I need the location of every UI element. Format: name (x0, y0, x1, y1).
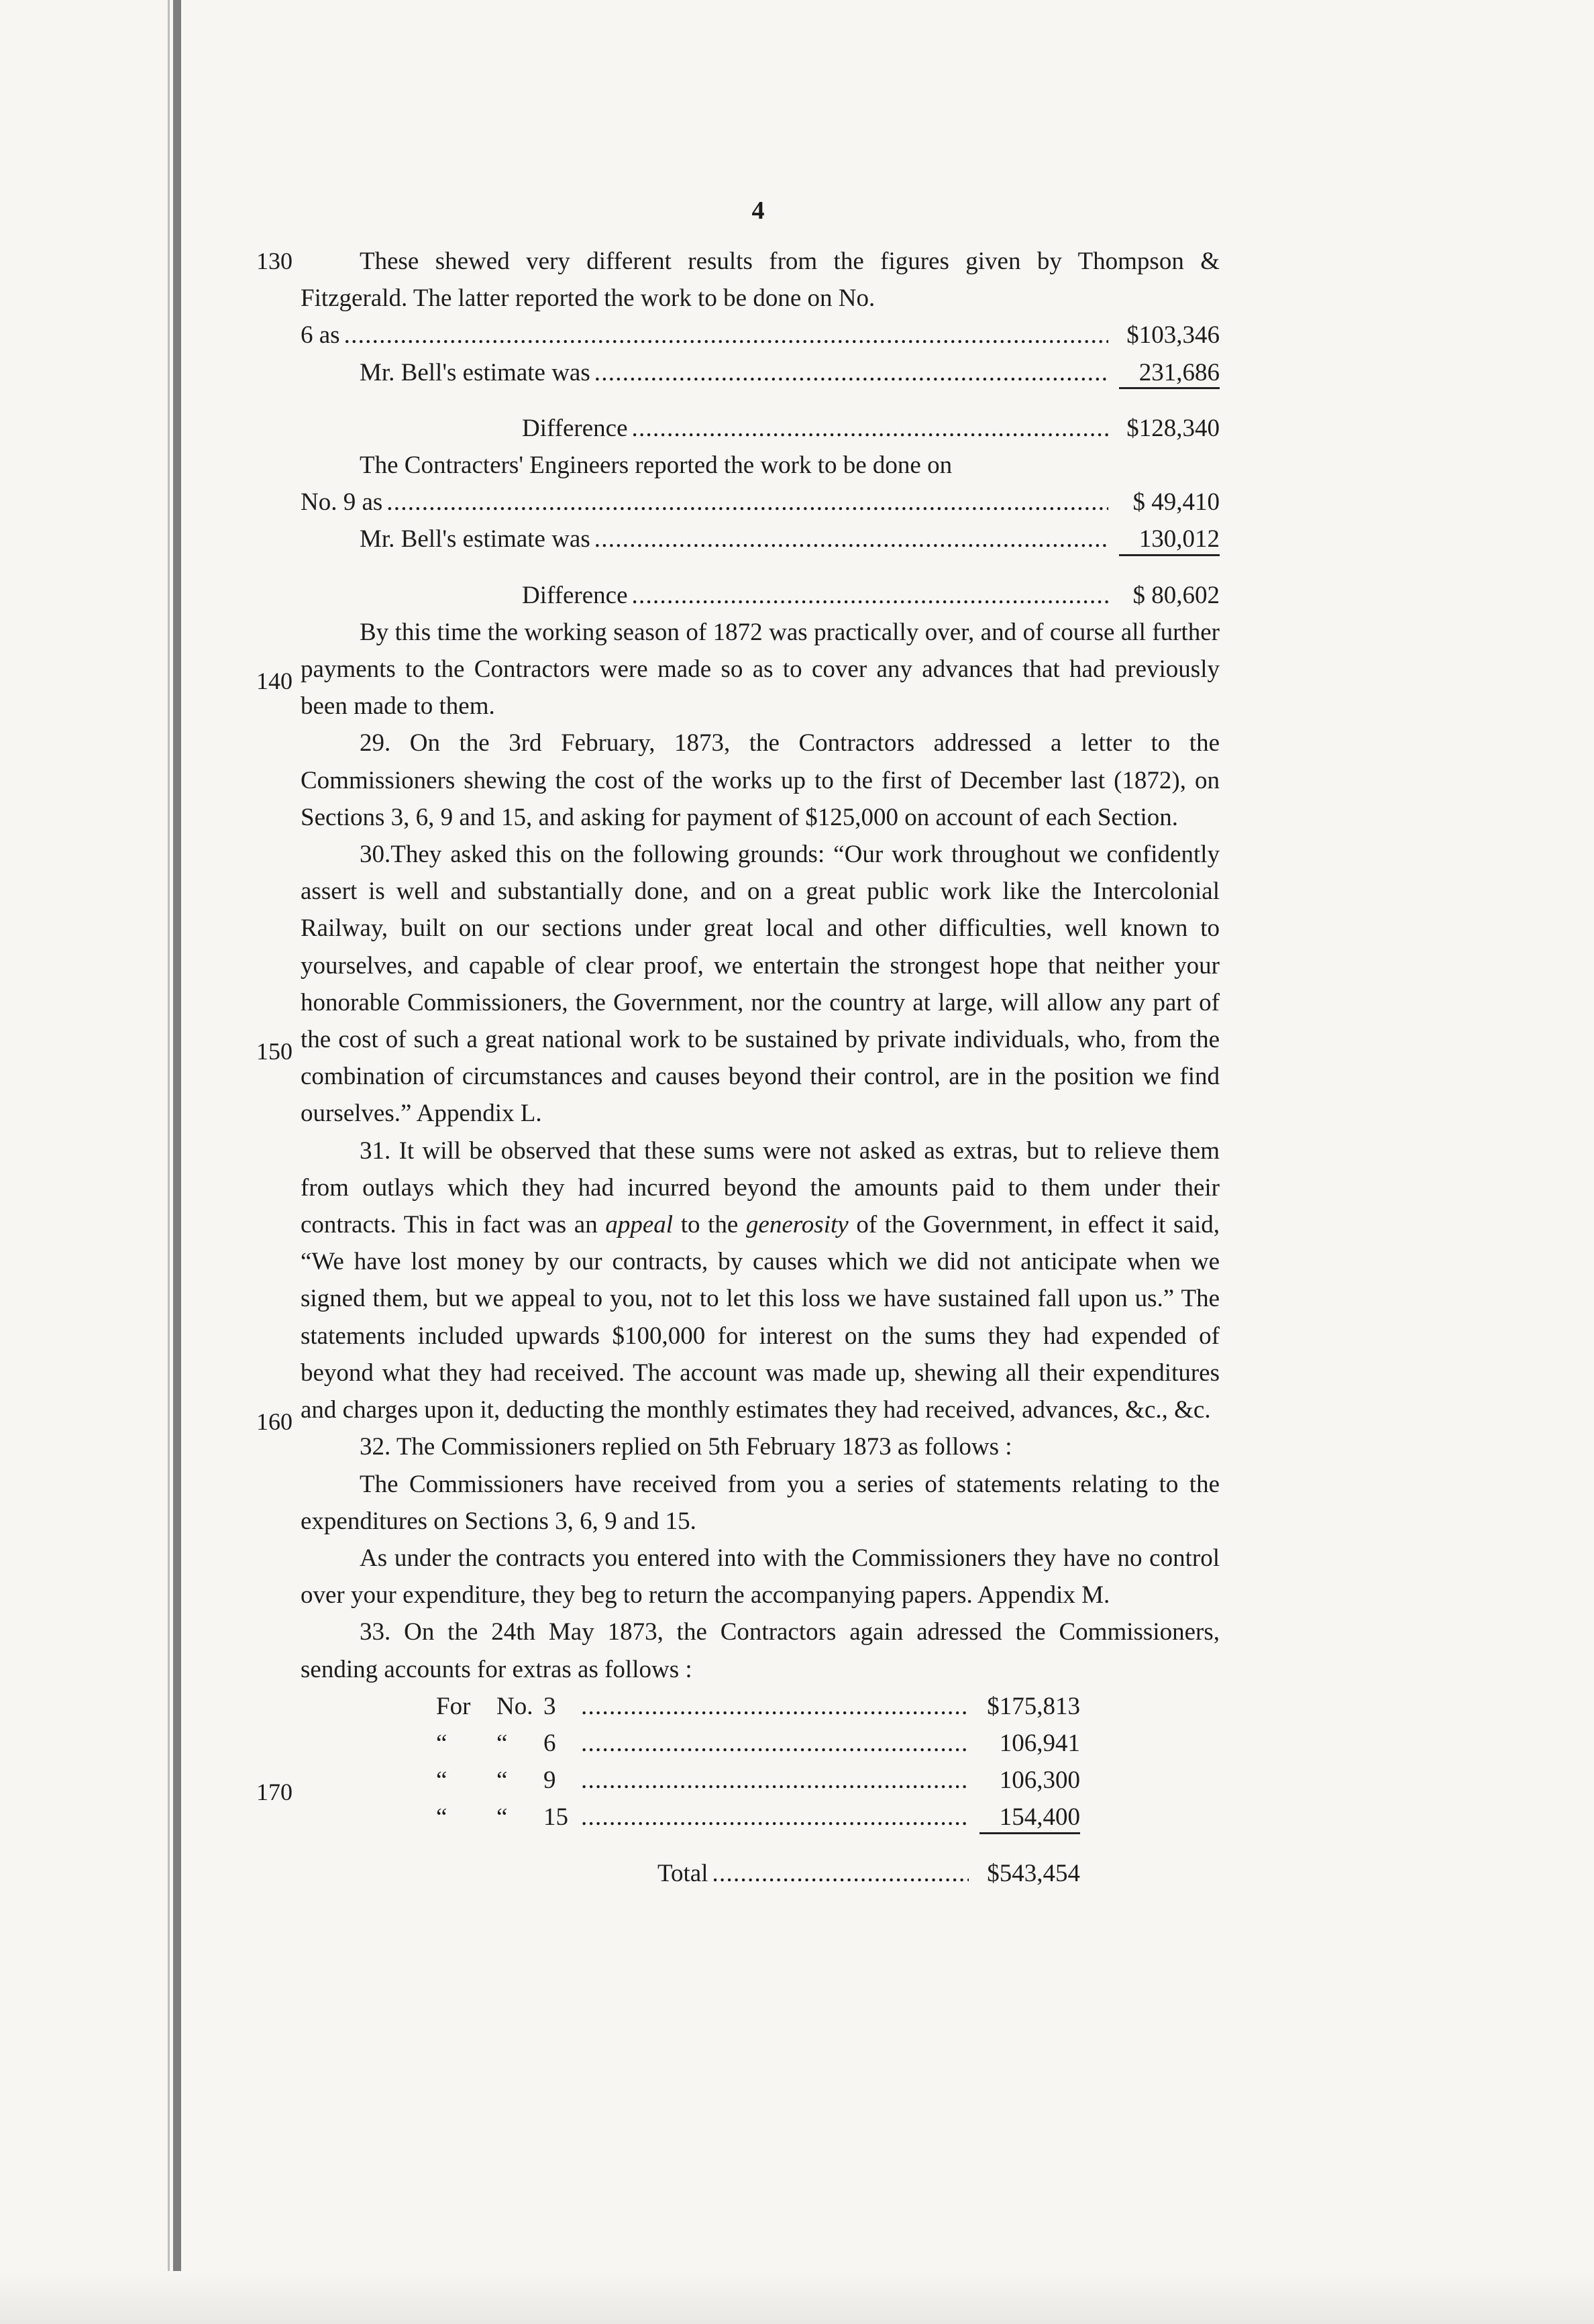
table-row (436, 1725, 1080, 1762)
leader-dots (594, 521, 1108, 558)
extras-table (436, 1688, 1080, 1892)
estimate-label-9: No. 9 as (301, 488, 383, 517)
leader-dots (632, 577, 1109, 614)
total-row (436, 1855, 1080, 1892)
extras-col-2: “ (496, 1803, 508, 1832)
extras-amount: $175,813 (987, 1692, 1080, 1720)
estimate-row-9 (301, 484, 1220, 521)
binding-edge (173, 0, 181, 2324)
leader-dots (594, 354, 1108, 391)
extras-amount: 106,300 (999, 1766, 1080, 1795)
line-number-140: 140 (256, 668, 293, 694)
estimate-amount-6: $103,346 (1126, 321, 1220, 350)
paragraph-31 (301, 1132, 1220, 1429)
leader-dots (581, 1799, 969, 1836)
extras-amount: 154,400 (999, 1803, 1080, 1832)
leader-dots (632, 410, 1109, 447)
estimate-amount-9: $ 49,410 (1132, 488, 1220, 517)
paragraph-working-season: By this time the working season of 1872 was practically over, and of course all further payments to the Contractors were made so as to cover any advances that had previously been made to them. (301, 618, 1220, 721)
paragraph-commissioners-statement: The Commissioners have received from you a series of statements relating to the expenditures on Sections 3, 6, 9 and 15. (301, 1470, 1220, 1535)
paragraph-31-part-3: of the Government, in effect it said, “We have lost money by our contracts, by causes which we did not anticipate when we signed them, but we appeal to you, not to let this loss we have sustained fall upon us.” The statements included upwards $100,000 for interest on the sums they had expended of beyond what they had received. The account was made up, shewing all their expenditures and charges upon it, deducting the monthly estimates they had received, advances, &c., &c. (301, 1211, 1220, 1424)
difference-label-9: Difference (522, 581, 628, 609)
bell-estimate-label-6: Mr. Bell's estimate was (360, 358, 590, 386)
extras-section: 9 (543, 1766, 556, 1795)
leader-dots (344, 317, 1108, 354)
estimate-label-6: 6 as (301, 321, 340, 350)
extras-col-1: For (436, 1692, 471, 1720)
difference-amount-6: $128,340 (1126, 414, 1220, 442)
leader-dots (386, 484, 1108, 521)
extras-amount: 106,941 (999, 1729, 1080, 1757)
paragraph-intro: These shewed very different results from the figures given by Thompson & Fitzgerald. The latter reported the work to be done on No. (301, 248, 1220, 313)
paragraph-32: 32. The Commissioners replied on 5th February 1873 as follows : (360, 1433, 1012, 1461)
extras-col-1: “ (436, 1729, 447, 1757)
difference-row-6 (301, 410, 1220, 447)
extras-col-1: “ (436, 1766, 447, 1795)
bell-estimate-row-9 (301, 521, 1220, 558)
leader-dots (581, 1762, 969, 1799)
table-row (436, 1762, 1080, 1799)
emphasis-generosity: generosity (745, 1211, 849, 1239)
table-row (436, 1799, 1080, 1836)
extras-col-2: “ (496, 1766, 508, 1795)
paragraph-31-part-2: to the (680, 1211, 739, 1239)
line-number-160: 160 (256, 1408, 293, 1435)
difference-row-9 (301, 577, 1220, 614)
table-row (436, 1688, 1080, 1725)
paragraph-29: 29. On the 3rd February, 1873, the Contractors addressed a letter to the Commissioners shewing the cost of the works up to the first of December last (1872), on Sections 3, 6, 9 and 15, and asking for payment of $125,000 on account of each Section. (301, 729, 1220, 831)
total-label: Total (657, 1859, 708, 1887)
paragraph-30: 30.They asked this on the following grounds: “Our work throughout we confidently assert is well and substantially done, and on a great public work like the Intercolonial Railway, built on our sections under great local and other difficulties, well known to yourselves, and capable of clear proof, we entertain the strongest hope that neither your honorable Commissioners, the Government, nor the country at large, will allow any part of the cost of such a great national work to be sustained by private individuals, who, from the combination of circumstances and causes beyond their control, are in the position we find ourselves.” Appendix L. (301, 841, 1220, 1128)
paragraph-engineers: The Contracters' Engineers reported the work to be done on (360, 452, 953, 480)
document-body (301, 243, 1220, 1892)
paragraph-33: 33. On the 24th May 1873, the Contractors again adressed the Commissioners, sending accounts for extras as follows : (301, 1618, 1220, 1683)
paragraph-31-part-1: 31. It will be observed that these sums were not asked as extras, but to relieve them from outlays which they had incurred beyond the amounts paid to them under their contracts. This in fact was an (301, 1137, 1220, 1239)
total-amount: $543,454 (987, 1859, 1080, 1887)
leader-dots (581, 1725, 969, 1762)
line-number-130: 130 (256, 248, 293, 274)
extras-col-2: “ (496, 1729, 508, 1757)
leader-dots (712, 1855, 969, 1892)
bell-estimate-amount-9: 130,012 (1138, 525, 1220, 553)
leader-dots (581, 1688, 969, 1725)
extras-col-2: No. (496, 1692, 533, 1720)
extras-section: 6 (543, 1729, 556, 1757)
bell-estimate-row-6 (301, 354, 1220, 391)
bell-estimate-amount-6: 231,686 (1138, 358, 1220, 386)
paragraph-contracts: As under the contracts you entered into with the Commissioners they have no control over your expenditure, they beg to return the accompanying papers. Appendix M. (301, 1544, 1220, 1609)
extras-col-1: “ (436, 1803, 447, 1832)
page-edge-line (168, 0, 170, 2324)
estimate-row-6 (301, 317, 1220, 354)
extras-section: 3 (543, 1692, 556, 1720)
page-number: 4 (751, 197, 765, 225)
bell-estimate-label-9: Mr. Bell's estimate was (360, 525, 590, 553)
emphasis-appeal: appeal (605, 1211, 674, 1239)
line-number-150: 150 (256, 1038, 293, 1065)
extras-section: 15 (543, 1803, 568, 1832)
scan-bottom-margin (0, 2271, 1594, 2324)
difference-label-6: Difference (522, 414, 628, 442)
line-number-170: 170 (256, 1779, 293, 1805)
difference-amount-9: $ 80,602 (1132, 581, 1220, 609)
